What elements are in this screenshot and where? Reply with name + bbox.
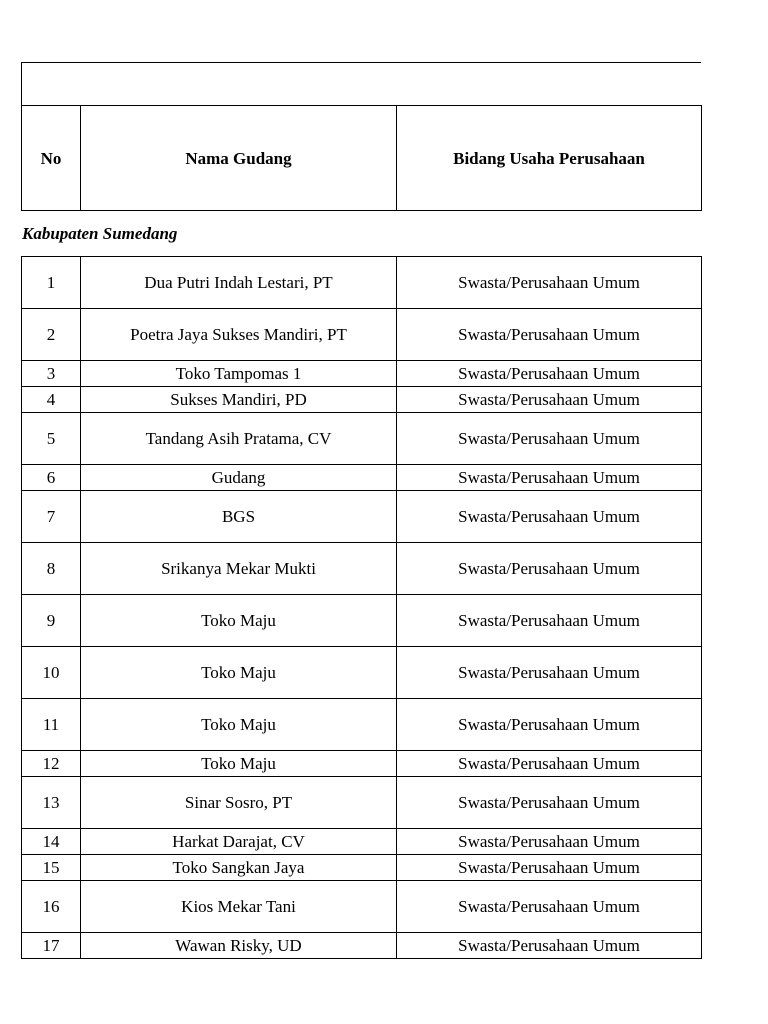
cell-bidang-usaha: Swasta/Perusahaan Umum (397, 491, 702, 543)
table-row (22, 543, 702, 595)
cell-bidang-usaha: Swasta/Perusahaan Umum (397, 699, 702, 751)
cell-no: 13 (22, 777, 81, 829)
cell-nama-gudang: BGS (81, 491, 397, 543)
cell-bidang-usaha: Swasta/Perusahaan Umum (397, 777, 702, 829)
table-row (22, 361, 702, 387)
cell-nama-gudang: Poetra Jaya Sukses Mandiri, PT (81, 309, 397, 361)
cell-nama-gudang: Wawan Risky, UD (81, 933, 397, 959)
cell-no: 7 (22, 491, 81, 543)
cell-bidang-usaha: Swasta/Perusahaan Umum (397, 855, 702, 881)
cell-nama-gudang: Toko Maju (81, 595, 397, 647)
cell-nama-gudang: Tandang Asih Pratama, CV (81, 413, 397, 465)
cell-nama-gudang: Toko Sangkan Jaya (81, 855, 397, 881)
data-table (21, 256, 702, 959)
table-row (22, 257, 702, 309)
cell-nama-gudang: Harkat Darajat, CV (81, 829, 397, 855)
header-table (21, 105, 702, 211)
cell-nama-gudang: Dua Putri Indah Lestari, PT (81, 257, 397, 309)
table-row (22, 777, 702, 829)
cell-no: 14 (22, 829, 81, 855)
cell-no: 12 (22, 751, 81, 777)
table-row (22, 933, 702, 959)
cell-nama-gudang: Toko Maju (81, 699, 397, 751)
cell-no: 4 (22, 387, 81, 413)
cell-bidang-usaha: Swasta/Perusahaan Umum (397, 543, 702, 595)
cell-bidang-usaha: Swasta/Perusahaan Umum (397, 257, 702, 309)
cell-bidang-usaha: Swasta/Perusahaan Umum (397, 309, 702, 361)
cell-bidang-usaha: Swasta/Perusahaan Umum (397, 465, 702, 491)
header-bidang-usaha: Bidang Usaha Perusahaan (397, 106, 702, 211)
table-row (22, 491, 702, 543)
cell-nama-gudang: Sinar Sosro, PT (81, 777, 397, 829)
cell-bidang-usaha: Swasta/Perusahaan Umum (397, 881, 702, 933)
cell-bidang-usaha: Swasta/Perusahaan Umum (397, 829, 702, 855)
cell-bidang-usaha: Swasta/Perusahaan Umum (397, 933, 702, 959)
header-row (22, 106, 702, 211)
table-row (22, 751, 702, 777)
cell-nama-gudang: Toko Maju (81, 647, 397, 699)
cell-nama-gudang: Gudang (81, 465, 397, 491)
cell-no: 17 (22, 933, 81, 959)
header-no: No (22, 106, 81, 211)
cell-nama-gudang: Toko Maju (81, 751, 397, 777)
cell-nama-gudang: Srikanya Mekar Mukti (81, 543, 397, 595)
cell-no: 8 (22, 543, 81, 595)
cell-bidang-usaha: Swasta/Perusahaan Umum (397, 387, 702, 413)
table-row (22, 465, 702, 491)
cell-no: 6 (22, 465, 81, 491)
cell-bidang-usaha: Swasta/Perusahaan Umum (397, 647, 702, 699)
title-row (21, 62, 701, 105)
cell-no: 10 (22, 647, 81, 699)
cell-no: 3 (22, 361, 81, 387)
cell-nama-gudang: Sukses Mandiri, PD (81, 387, 397, 413)
table-row (22, 699, 702, 751)
table-row (22, 595, 702, 647)
cell-no: 2 (22, 309, 81, 361)
header-nama-gudang: Nama Gudang (81, 106, 397, 211)
cell-bidang-usaha: Swasta/Perusahaan Umum (397, 595, 702, 647)
section-title: Kabupaten Sumedang (22, 223, 178, 243)
cell-nama-gudang: Kios Mekar Tani (81, 881, 397, 933)
table-row (22, 309, 702, 361)
cell-no: 9 (22, 595, 81, 647)
table-row (22, 413, 702, 465)
cell-nama-gudang: Toko Tampomas 1 (81, 361, 397, 387)
table-row (22, 647, 702, 699)
table-row (22, 855, 702, 881)
table-body (22, 257, 702, 959)
spreadsheet-page (21, 62, 701, 959)
table-row (22, 881, 702, 933)
cell-no: 16 (22, 881, 81, 933)
cell-no: 1 (22, 257, 81, 309)
table-row (22, 829, 702, 855)
cell-bidang-usaha: Swasta/Perusahaan Umum (397, 751, 702, 777)
cell-no: 11 (22, 699, 81, 751)
cell-no: 5 (22, 413, 81, 465)
cell-no: 15 (22, 855, 81, 881)
cell-bidang-usaha: Swasta/Perusahaan Umum (397, 361, 702, 387)
table-row (22, 387, 702, 413)
cell-bidang-usaha: Swasta/Perusahaan Umum (397, 413, 702, 465)
